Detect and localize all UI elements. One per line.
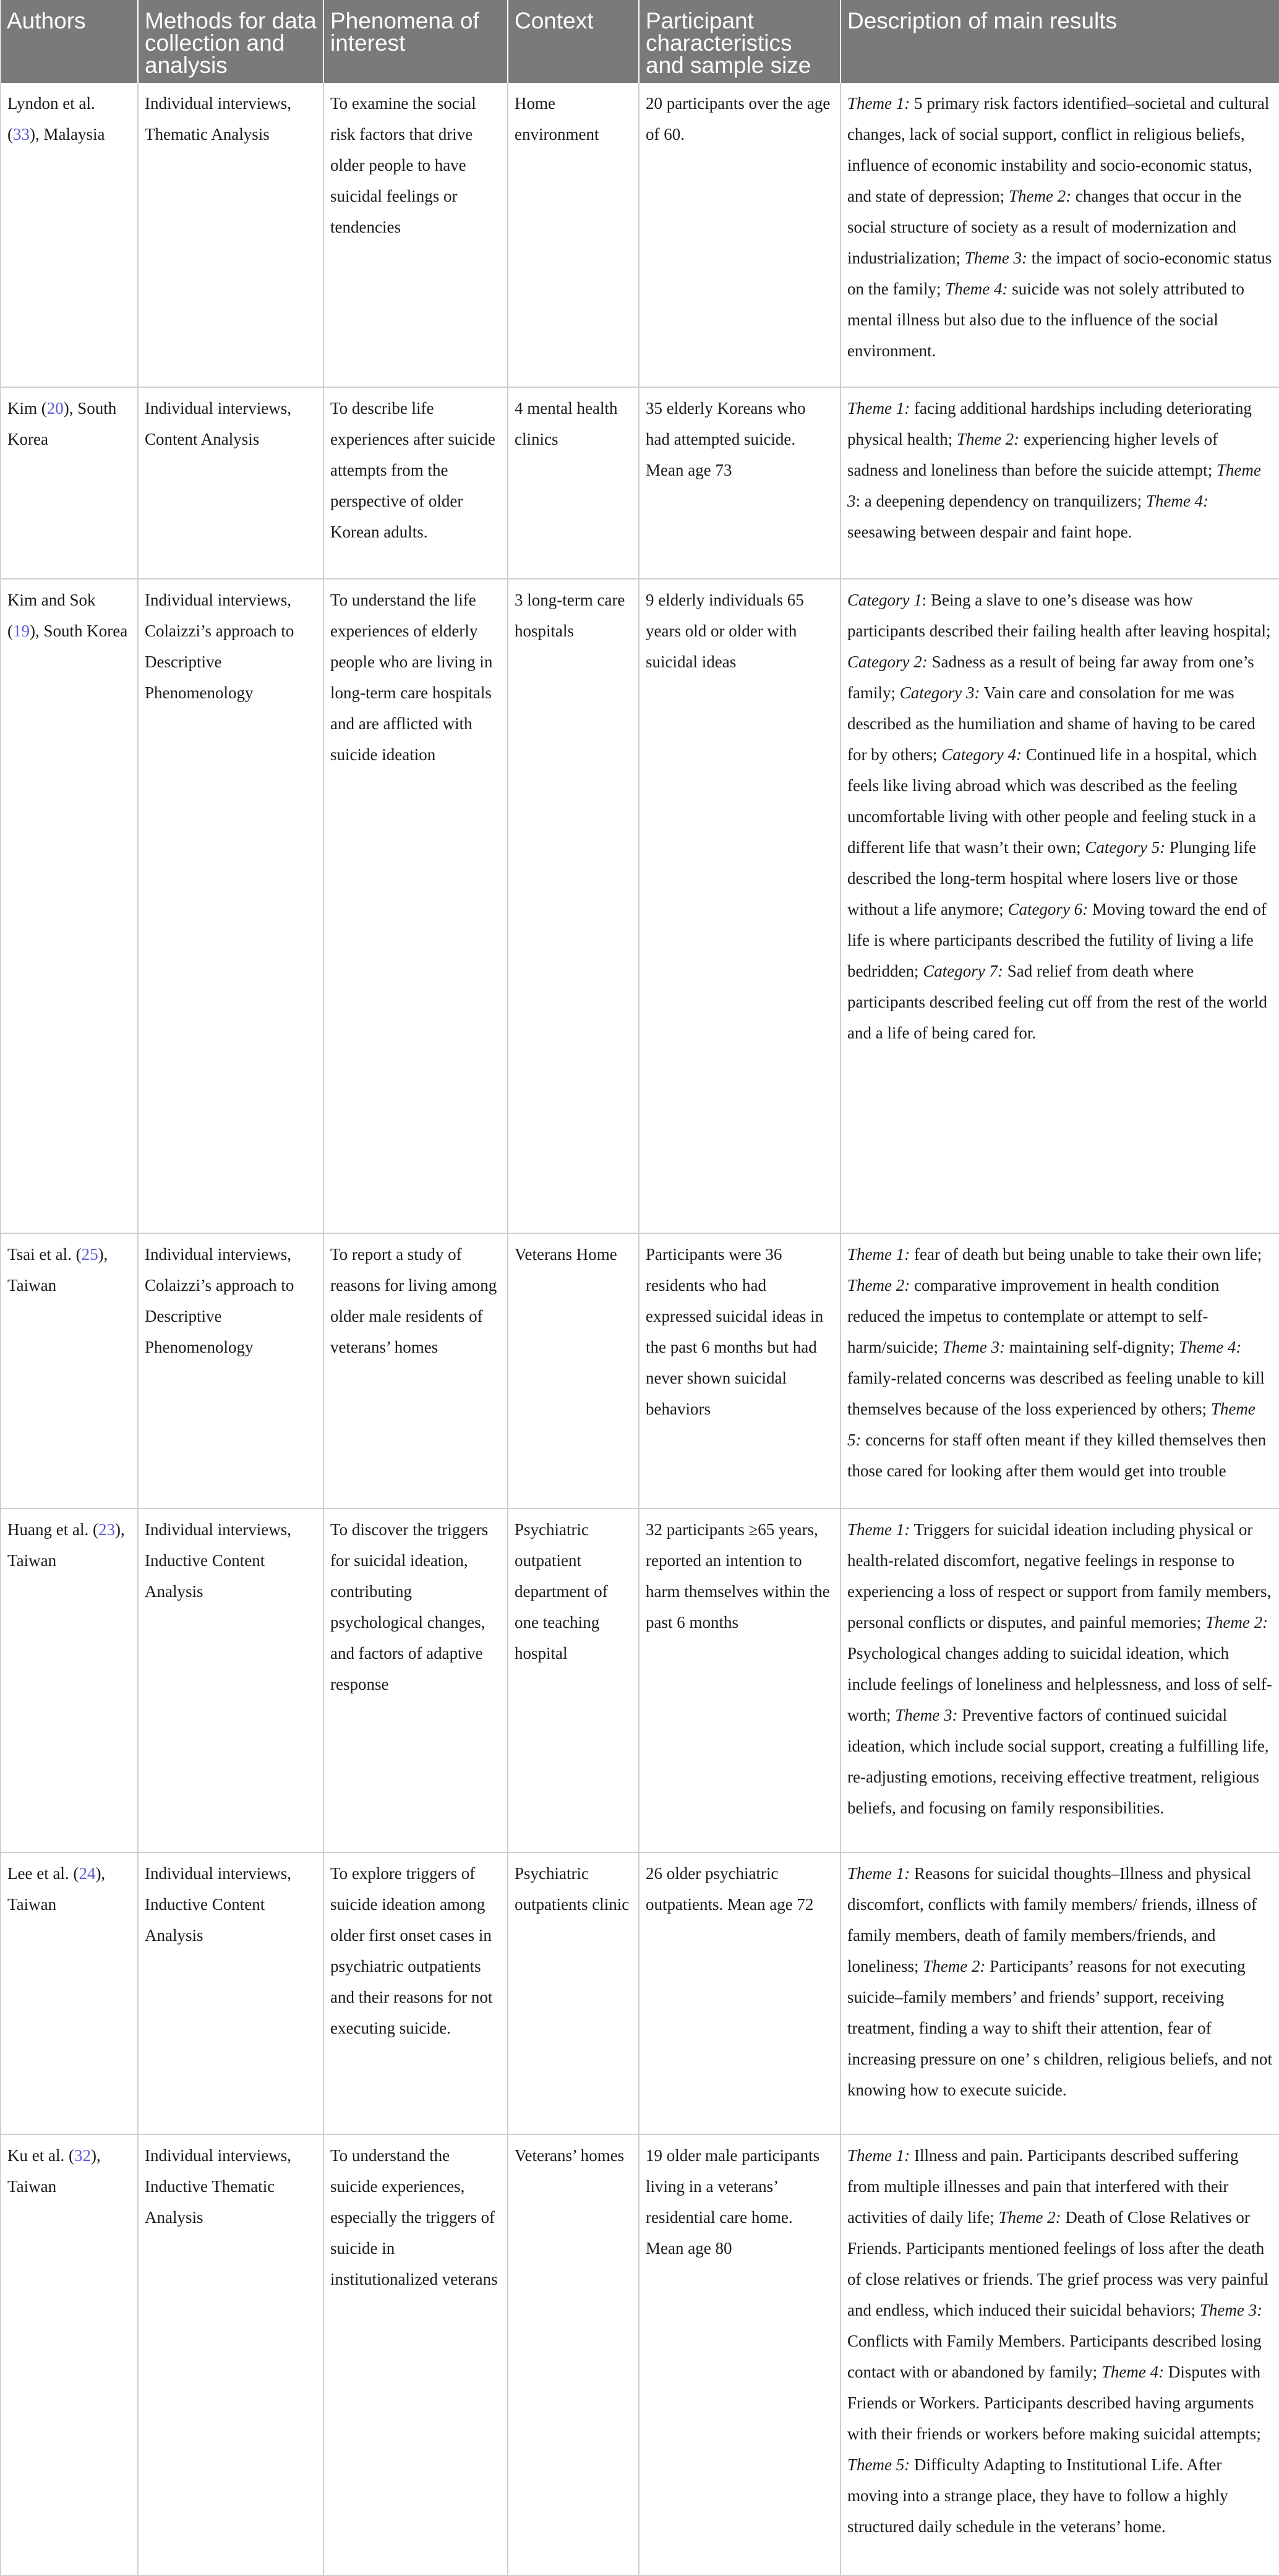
result-text: Psychological changes adding to suicidal ideation, which include feelings of loneliness and helplessness, and loss of self-worth; bbox=[847, 1644, 1272, 1724]
result-label: Theme 5: bbox=[847, 1400, 1255, 1449]
reference-link[interactable]: 19 bbox=[13, 622, 30, 640]
author-cell bbox=[1, 2134, 138, 2575]
author-country: ), Malaysia bbox=[30, 125, 105, 143]
phenomena-cell: To discover the triggers for suicidal ideation, contributing psychological changes, and factors of adaptive response bbox=[323, 1508, 508, 1852]
header-authors: Authors bbox=[1, 0, 138, 83]
result-text: Preventive factors of continued suicidal ideation, which include social support, creating a fulfilling life, re-adjusting emotions, receiving effective treatment, religious beliefs, and focusing on family responsibilities. bbox=[847, 1706, 1269, 1817]
result-text: Participants’ reasons for not executing suicide–family members’ and friends’ support, receiving treatment, finding a way to shift their attention, fear of increasing pressure on one’ s children, religious beliefs, and not knowing how to execute suicide. bbox=[847, 1957, 1273, 2099]
result-text: Sadness as a result of being far away from one’s family; bbox=[847, 653, 1254, 702]
result-text: the impact of socio-economic status on the family; bbox=[847, 249, 1272, 298]
result-label: Category 7: bbox=[923, 962, 1003, 980]
author-country: ), South Korea bbox=[7, 399, 117, 448]
result-text: Sad relief from death where participants described feeling cut off from the rest of the world and a life of being cared for. bbox=[847, 962, 1267, 1042]
phenomena-cell: To examine the social risk factors that drive older people to have suicidal feelings or tendencies bbox=[323, 83, 508, 387]
context-cell: Veterans’ homes bbox=[508, 2134, 639, 2575]
result-text: seesawing between despair and faint hope. bbox=[847, 523, 1132, 541]
result-text: Reasons for suicidal thoughts–Illness and physical discomfort, conflicts with family members/ friends, illness of family members, death of family members/friends, and loneliness; bbox=[847, 1864, 1257, 1975]
result-text: comparative improvement in health condition reduced the impetus to contemplate or attempt to self-harm/suicide; bbox=[847, 1276, 1220, 1356]
context-cell: Home environment bbox=[508, 83, 639, 387]
phenomena-cell: To describe life experiences after suicide attempts from the perspective of older Korean adults. bbox=[323, 387, 508, 579]
context-cell: Veterans Home bbox=[508, 1233, 639, 1508]
header-methods: Methods for data collection and analysis bbox=[138, 0, 323, 83]
methods-cell: Individual interviews, Thematic Analysis bbox=[138, 83, 323, 387]
result-label: Theme 3: bbox=[895, 1706, 958, 1724]
reference-link[interactable]: 20 bbox=[46, 399, 64, 417]
author-cell bbox=[1, 83, 138, 387]
result-text: facing additional hardships including deteriorating physical health; bbox=[847, 399, 1252, 448]
methods-cell: Individual interviews, Inductive Content Analysis bbox=[138, 1852, 323, 2134]
author-country: ), Taiwan bbox=[7, 1245, 108, 1294]
result-text: family-related concerns was described as feeling unable to kill themselves because of the loss experienced by others; bbox=[847, 1369, 1265, 1418]
result-text: Disputes with Friends or Workers. Participants described having arguments with their friends or workers before making suicidal attempts; bbox=[847, 2363, 1261, 2443]
result-text: 5 primary risk factors identified–societal and cultural changes, lack of social support, conflict in religious beliefs, influence of economic instability and socio-economic status, and state of depression; bbox=[847, 94, 1270, 205]
result-text: Triggers for suicidal ideation including physical or health-related discomfort, negative feelings in response to experiencing a loss of respect or support from family members, personal conflicts or disputes, and painful memories; bbox=[847, 1520, 1272, 1632]
author-text: Tsai et al. ( bbox=[7, 1245, 82, 1264]
author-text: Kim ( bbox=[7, 399, 47, 417]
author-cell bbox=[1, 1508, 138, 1852]
results-cell bbox=[841, 387, 1279, 579]
result-label: Theme 4: bbox=[1179, 1338, 1242, 1356]
author-text: Huang et al. ( bbox=[7, 1520, 98, 1539]
table-row bbox=[1, 2134, 1279, 2575]
result-text: concerns for staff often meant if they killed themselves then those cared for looking after them would get into trouble bbox=[847, 1431, 1267, 1480]
phenomena-cell: To report a study of reasons for living among older male residents of veterans’ homes bbox=[323, 1233, 508, 1508]
result-label: Theme 1: bbox=[847, 94, 910, 113]
author-cell bbox=[1, 1852, 138, 2134]
participants-cell: 9 elderly individuals 65 years old or older with suicidal ideas bbox=[639, 579, 841, 1233]
author-text: Kim and Sok ( bbox=[7, 591, 96, 640]
methods-cell: Individual interviews, Colaizzi’s approach to Descriptive Phenomenology bbox=[138, 579, 323, 1233]
author-country: ), Taiwan bbox=[7, 1520, 125, 1570]
result-label: Theme 3: bbox=[1199, 2301, 1263, 2319]
context-cell: Psychiatric outpatients clinic bbox=[508, 1852, 639, 2134]
header-row bbox=[1, 0, 1279, 83]
result-label: Theme 2: bbox=[1008, 187, 1072, 205]
result-label: Theme 3 bbox=[847, 461, 1261, 510]
participants-cell: 35 elderly Koreans who had attempted suicide. Mean age 73 bbox=[639, 387, 841, 579]
table-body bbox=[1, 83, 1279, 2575]
result-label: Theme 4: bbox=[1101, 2363, 1165, 2381]
header-context: Context bbox=[508, 0, 639, 83]
result-text: Continued life in a hospital, which feels like living abroad which was described as the feeling uncomfortable living with other people and feeling stuck in a different life that wasn’t their own; bbox=[847, 745, 1257, 857]
result-text: Difficulty Adapting to Institutional Life. After moving into a strange place, they have to follow a highly structured daily schedule in the veterans’ home. bbox=[847, 2455, 1228, 2536]
result-label: Theme 2: bbox=[847, 1276, 910, 1294]
author-cell bbox=[1, 1233, 138, 1508]
methods-cell: Individual interviews, Inductive Thematic Analysis bbox=[138, 2134, 323, 2575]
header-participants: Participant characteristics and sample size bbox=[639, 0, 841, 83]
reference-link[interactable]: 24 bbox=[79, 1864, 96, 1883]
author-text: Lyndon et al. ( bbox=[7, 94, 95, 143]
header-phenomena: Phenomena of interest bbox=[323, 0, 508, 83]
result-label: Theme 1: bbox=[847, 1520, 910, 1539]
author-text: Lee et al. ( bbox=[7, 1864, 79, 1883]
context-cell: Psychiatric outpatient department of one teaching hospital bbox=[508, 1508, 639, 1852]
phenomena-cell: To understand the suicide experiences, especially the triggers of suicide in institutionalized veterans bbox=[323, 2134, 508, 2575]
participants-cell: 20 participants over the age of 60. bbox=[639, 83, 841, 387]
context-cell: 3 long-term care hospitals bbox=[508, 579, 639, 1233]
results-cell bbox=[841, 1233, 1279, 1508]
result-text: Illness and pain. Participants described suffering from multiple illnesses and pain that interfered with their activities of daily life; bbox=[847, 2146, 1239, 2227]
result-label: Category 3: bbox=[899, 683, 980, 702]
result-text: Vain care and consolation for me was described as the humiliation and shame of having to be cared for by others; bbox=[847, 683, 1255, 764]
result-label: Category 2: bbox=[847, 653, 928, 671]
author-text: Ku et al. ( bbox=[7, 2146, 74, 2165]
result-label: Category 6: bbox=[1007, 900, 1089, 918]
table-row bbox=[1, 387, 1279, 579]
table-header bbox=[1, 0, 1279, 83]
result-label: Theme 2: bbox=[1205, 1613, 1268, 1632]
result-text: : a deepening dependency on tranquilizers; bbox=[855, 492, 1146, 510]
result-text: : Being a slave to one’s disease was how participants described their failing health after leaving hospital; bbox=[847, 591, 1271, 640]
reference-link[interactable]: 23 bbox=[98, 1520, 115, 1539]
reference-link[interactable]: 25 bbox=[81, 1245, 98, 1264]
result-text: changes that occur in the social structure of society as a result of modernization and industrialization; bbox=[847, 187, 1242, 267]
result-text: fear of death but being unable to take their own life; bbox=[910, 1245, 1262, 1264]
results-cell bbox=[841, 579, 1279, 1233]
result-label: Theme 2: bbox=[923, 1957, 986, 1975]
header-results: Description of main results bbox=[841, 0, 1279, 83]
results-cell bbox=[841, 1508, 1279, 1852]
results-cell bbox=[841, 1852, 1279, 2134]
result-text: maintaining self-dignity; bbox=[1004, 1338, 1179, 1356]
table-row bbox=[1, 579, 1279, 1233]
participants-cell: 26 older psychiatric outpatients. Mean age 72 bbox=[639, 1852, 841, 2134]
result-label: Category 5: bbox=[1085, 838, 1166, 857]
result-text: Conflicts with Family Members. Participants described losing contact with or abandoned by family; bbox=[847, 2332, 1262, 2381]
table-row bbox=[1, 83, 1279, 387]
reference-link[interactable]: 33 bbox=[13, 125, 30, 143]
context-cell: 4 mental health clinics bbox=[508, 387, 639, 579]
result-label: Theme 4: bbox=[1145, 492, 1209, 510]
table-row bbox=[1, 1852, 1279, 2134]
results-cell bbox=[841, 2134, 1279, 2575]
participants-cell: Participants were 36 residents who had expressed suicidal ideas in the past 6 months but had never shown suicidal behaviors bbox=[639, 1233, 841, 1508]
result-text: experiencing higher levels of sadness and loneliness than before the suicide attempt; bbox=[847, 430, 1218, 479]
participants-cell: 19 older male participants living in a veterans’ residential care home. Mean age 80 bbox=[639, 2134, 841, 2575]
author-cell bbox=[1, 387, 138, 579]
author-country: ), Taiwan bbox=[7, 1864, 106, 1914]
table-row bbox=[1, 1233, 1279, 1508]
methods-cell: Individual interviews, Colaizzi’s approach to Descriptive Phenomenology bbox=[138, 1233, 323, 1508]
methods-cell: Individual interviews, Content Analysis bbox=[138, 387, 323, 579]
result-text: Moving toward the end of life is where participants described the futility of living a life bedridden; bbox=[847, 900, 1267, 980]
result-label: Theme 5: bbox=[847, 2455, 910, 2474]
result-label: Theme 4: bbox=[945, 280, 1008, 298]
result-label: Theme 1: bbox=[847, 1864, 910, 1883]
methods-cell: Individual interviews, Inductive Content Analysis bbox=[138, 1508, 323, 1852]
result-text: Plunging life described the long-term hospital where losers live or those without a life anymore; bbox=[847, 838, 1257, 918]
result-label: Category 4: bbox=[941, 745, 1022, 764]
result-label: Theme 3: bbox=[964, 249, 1027, 267]
table-row bbox=[1, 1508, 1279, 1852]
result-label: Theme 2: bbox=[998, 2208, 1061, 2227]
result-label: Category 1 bbox=[847, 591, 922, 609]
author-cell bbox=[1, 579, 138, 1233]
result-label: Theme 2: bbox=[956, 430, 1020, 448]
results-cell bbox=[841, 83, 1279, 387]
result-text: Death of Close Relatives or Friends. Participants mentioned feelings of loss after the death of close relatives or friends. The grief process was very painful and endless, which induced their suicidal behaviors; bbox=[847, 2208, 1269, 2319]
result-label: Theme 3: bbox=[942, 1338, 1005, 1356]
result-label: Theme 1: bbox=[847, 1245, 910, 1264]
participants-cell: 32 participants ≥65 years, reported an intention to harm themselves within the past 6 months bbox=[639, 1508, 841, 1852]
phenomena-cell: To explore triggers of suicide ideation among older first onset cases in psychiatric outpatients and their reasons for not executing suicide. bbox=[323, 1852, 508, 2134]
result-label: Theme 1: bbox=[847, 2146, 910, 2165]
author-country: ), South Korea bbox=[30, 622, 128, 640]
author-country: ), Taiwan bbox=[7, 2146, 101, 2196]
result-text: suicide was not solely attributed to mental illness but also due to the influence of the social environment. bbox=[847, 280, 1244, 360]
result-label: Theme 1: bbox=[847, 399, 910, 417]
phenomena-cell: To understand the life experiences of elderly people who are living in long-term care hospitals and are afflicted with suicide ideation bbox=[323, 579, 508, 1233]
reference-link[interactable]: 32 bbox=[74, 2146, 91, 2165]
